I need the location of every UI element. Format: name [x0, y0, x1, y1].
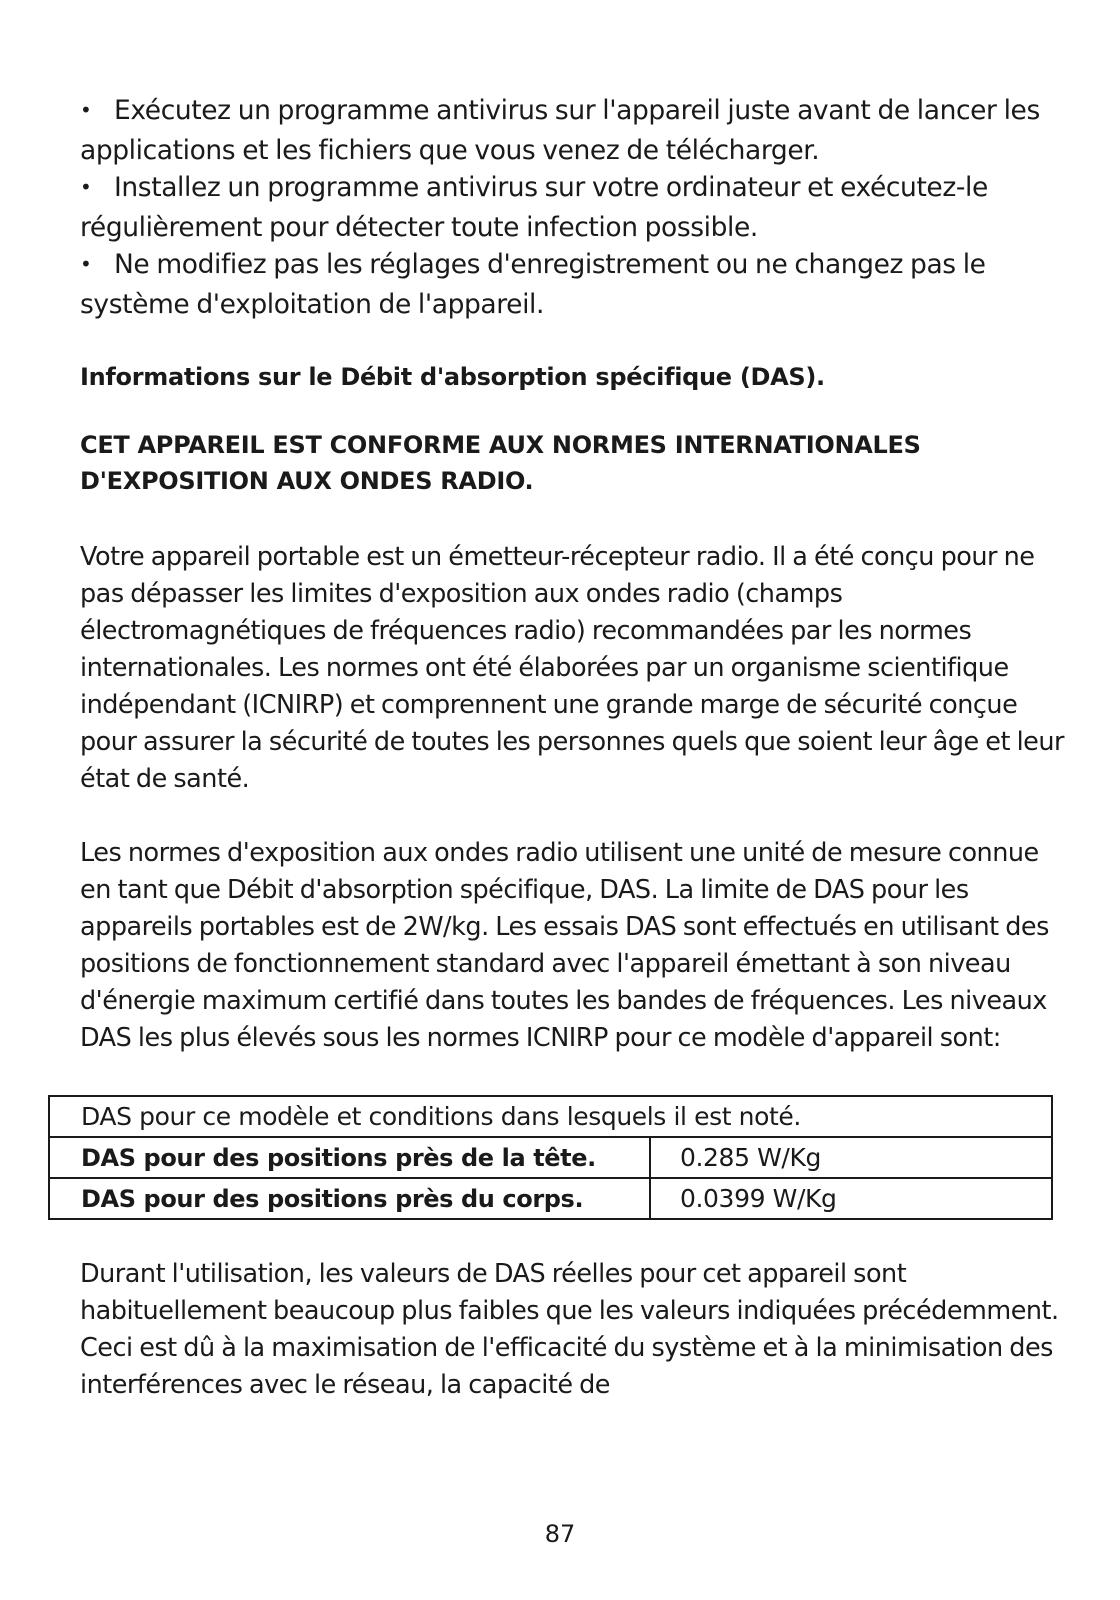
bullet-icon: • — [80, 98, 92, 122]
bullet-item-antivirus-install — [80, 169, 1070, 246]
bullet-item-settings — [80, 246, 1070, 323]
section-title: Informations sur le Débit d'absorption spécifique (DAS). — [80, 363, 825, 391]
table-row — [49, 1178, 1052, 1219]
sar-body-value: 0.0399 W/Kg — [650, 1178, 1052, 1219]
paragraph-sar-standards: Les normes d'exposition aux ondes radio utilisent une unité de mesure connue en tant que Débit d'absorption spécifique, DAS. La limite de DAS pour les appareils portables est de 2W/kg. Les essais DAS sont effectués en utilisant des positions de fonctionnement standard avec l'appareil émettant à son niveau d'énergie maximum certifié dans toutes les bandes de fréquences. Les niveaux DAS les plus élevés sous les normes ICNIRP pour ce modèle d'appareil sont: — [80, 838, 1049, 1053]
bullet-text: Exécutez un programme antivirus sur l'appareil juste avant de lancer les applications et les fichiers que vous venez de télécharger. — [80, 95, 1040, 166]
sar-table — [48, 1095, 1053, 1220]
sar-body-label: DAS pour des positions près du corps. — [49, 1178, 650, 1219]
bullet-text: Installez un programme antivirus sur votre ordinateur et exécutez-le régulièrement pour détecter toute infection possible. — [80, 172, 988, 243]
document-page — [80, 92, 1070, 1404]
sar-table-caption: DAS pour ce modèle et conditions dans lesquels il est noté. — [49, 1096, 1052, 1137]
bullet-icon: • — [80, 175, 92, 199]
sar-head-value: 0.285 W/Kg — [650, 1137, 1052, 1178]
compliance-notice: CET APPAREIL EST CONFORME AUX NORMES INTERNATIONALES D'EXPOSITION AUX ONDES RADIO. — [80, 431, 921, 495]
bullet-icon: • — [80, 252, 92, 276]
page-number: 87 — [544, 1520, 576, 1548]
paragraph-actual-values: Durant l'utilisation, les valeurs de DAS réelles pour cet appareil sont habituellement beaucoup plus faibles que les valeurs indiquées précédemment. Ceci est dû à la maximisation de l'efficacité du système et à la minimisation des interférences avec le réseau, la capacité de — [80, 1259, 1059, 1400]
paragraph-intro: Votre appareil portable est un émetteur-récepteur radio. Il a été conçu pour ne pas dépasser les limites d'exposition aux ondes radio (champs électromagnétiques de fréquences radio) recommandées par les normes internationales. Les normes ont été élaborées par un organisme scientifique indépendant (ICNIRP) et comprennent une grande marge de sécurité conçue pour assurer la sécurité de toutes les personnes quels que soient leur âge et leur état de santé. — [80, 542, 1064, 794]
bullet-item-antivirus-scan — [80, 92, 1070, 169]
table-row — [49, 1137, 1052, 1178]
sar-table-caption-row — [49, 1096, 1052, 1137]
bullet-text: Ne modifiez pas les réglages d'enregistrement ou ne changez pas le système d'exploitation de l'appareil. — [80, 249, 986, 320]
sar-head-label: DAS pour des positions près de la tête. — [49, 1137, 650, 1178]
